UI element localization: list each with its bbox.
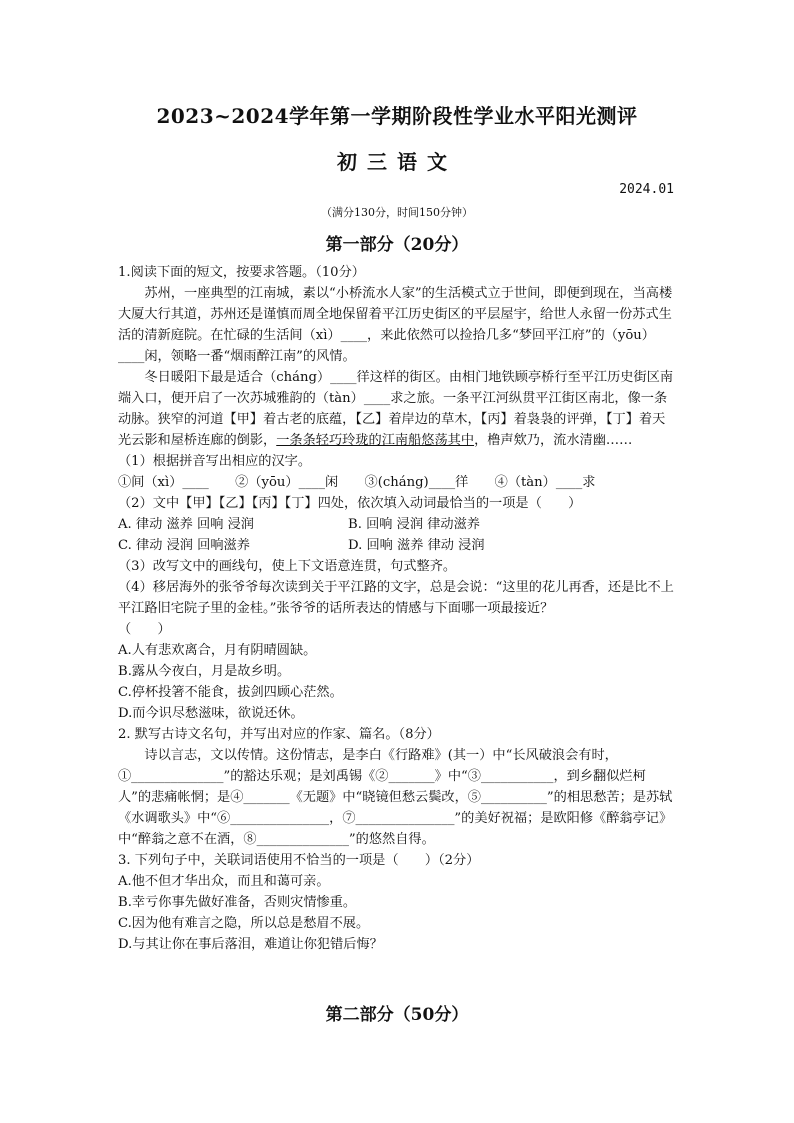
q1-paragraph-2-b: ，橹声欸乃，流水清幽…… [474, 433, 633, 448]
part1-heading: 第一部分（20分） [325, 235, 469, 255]
option-c: C. 律动 浸润 回响滋养 [118, 538, 250, 553]
q3-stem: 3. 下列句子中，关联词语使用不恰当的一项是（ ）（2分） [118, 853, 480, 868]
q3-option-c: C.因为他有难言之隐，所以总是愁眉不展。 [118, 916, 370, 931]
q1-paragraph-2-a: 冬日暖阳下最是适合（cháng）____徉这样的街区。由相门地铁顾亭桥行至平江历史街区南端入口，便开启了一次苏城雅韵的（tàn）____求之旅。一条平江河纵贯平江街区南北，像一条动脉。狭窄的河道【甲】着古老的底蕴，【乙】着岸边的草木，【丙】着袅袅的评弹，【丁】着天光云影和屋桥连廊的倒影， [118, 370, 674, 448]
q1-sub1: （1）根据拼音写出相应的汉字。 [118, 454, 312, 469]
q1-sub2-options-row-1 [118, 514, 676, 535]
q1-sub1-items: ①间（xì）____ ②（yōu）____闲 ③(cháng)____徉 ④（tàn）____求 [118, 475, 596, 490]
q1-sub4: （4）移居海外的张爷爷每次读到关于平江路的文字，总是会说：“这里的花儿再香，还是比不上平江路旧宅院子里的金桂。”张爷爷的话所表达的情感与下面哪一项最接近？ [118, 580, 674, 616]
q1-sub3: （3）改写文中的画线句，使上下文语意连贯，句式整齐。 [118, 559, 457, 574]
exam-date: 2024.01 [619, 182, 674, 197]
q3-option-a: A.他不但才华出众，而且和蔼可亲。 [118, 874, 330, 889]
q1-sub4-option-b: B.露从今夜白，月是故乡明。 [118, 664, 291, 679]
q1-paragraph-1: 苏州，一座典型的江南城，素以“小桥流水人家”的生活模式立于世间，即便到现在，当高楼大厦大行其道，苏州还是谨慎而周全地保留着平江历史街区的平层屋宇，给世人永留一份苏式生活的清新庭院。在忙碌的生活间（xì）____，来此依然可以捡拾几多“梦回平江府”的（yōu）____闲，领略一番“烟雨醉江南”的风情。 [118, 286, 673, 364]
q1-sub4-option-c: C.停杯投箸不能食，拔剑四顾心茫然。 [118, 685, 343, 700]
option-d: D. 回响 滋养 律动 浸润 [348, 538, 485, 553]
option-a: A. 律动 滋养 回响 浸润 [118, 517, 254, 532]
question-body [118, 262, 676, 955]
q1-sub2-options-row-2 [118, 535, 676, 556]
q1-sub4-blank: （ ） [118, 622, 171, 637]
q1-sub2: （2）文中【甲】【乙】【丙】【丁】四处，依次填入动词最恰当的一项是（ ） [118, 496, 582, 511]
q3-option-b: B.幸亏你事先做好准备，否则灾情惨重。 [118, 895, 357, 910]
part2-heading: 第二部分（50分） [325, 1005, 469, 1025]
exam-subject: 初三语文 [337, 150, 457, 174]
q2-text: 诗以言志，文以传情。这份情志，是李白《行路难》(其一）中“长风破浪会有时，①______________”的豁达乐观；是刘禹锡《②_______》中“③___________，到乡翻似烂柯人”的悲痛帐惘；是④_______《无题》中“晓镜但愁云鬓改，⑤__________”的相思愁苦；是苏轼《水调歌头》中“⑥_______________，⑦_______________”的美好祝福；是欧阳修《醉翁亭记》中“醉翁之意不在酒，⑧______________”的悠然自得。 [118, 748, 673, 847]
q2-stem: 2. 默写古诗文名句，并写出对应的作家、篇名。（8分） [118, 727, 440, 742]
q1-paragraph-2 [118, 367, 676, 451]
q1-stem: 1.阅读下面的短文，按要求答题。（10分） [118, 265, 365, 280]
option-b: B. 回响 浸润 律动滋养 [348, 517, 480, 532]
score-note: （满分130分，时间150分钟） [321, 206, 473, 219]
underlined-sentence: 一条条轻巧玲珑的江南船悠荡其中 [276, 433, 475, 448]
q1-sub4-option-d: D.而今识尽愁滋味，欲说还休。 [118, 706, 304, 721]
exam-title: 2023~2024学年第一学期阶段性学业水平阳光测评 [156, 104, 638, 128]
q3-option-d: D.与其让你在事后落泪，难道让你犯错后悔？ [118, 937, 383, 952]
q1-sub4-option-a: A.人有悲欢离合，月有阴晴圆缺。 [118, 643, 317, 658]
